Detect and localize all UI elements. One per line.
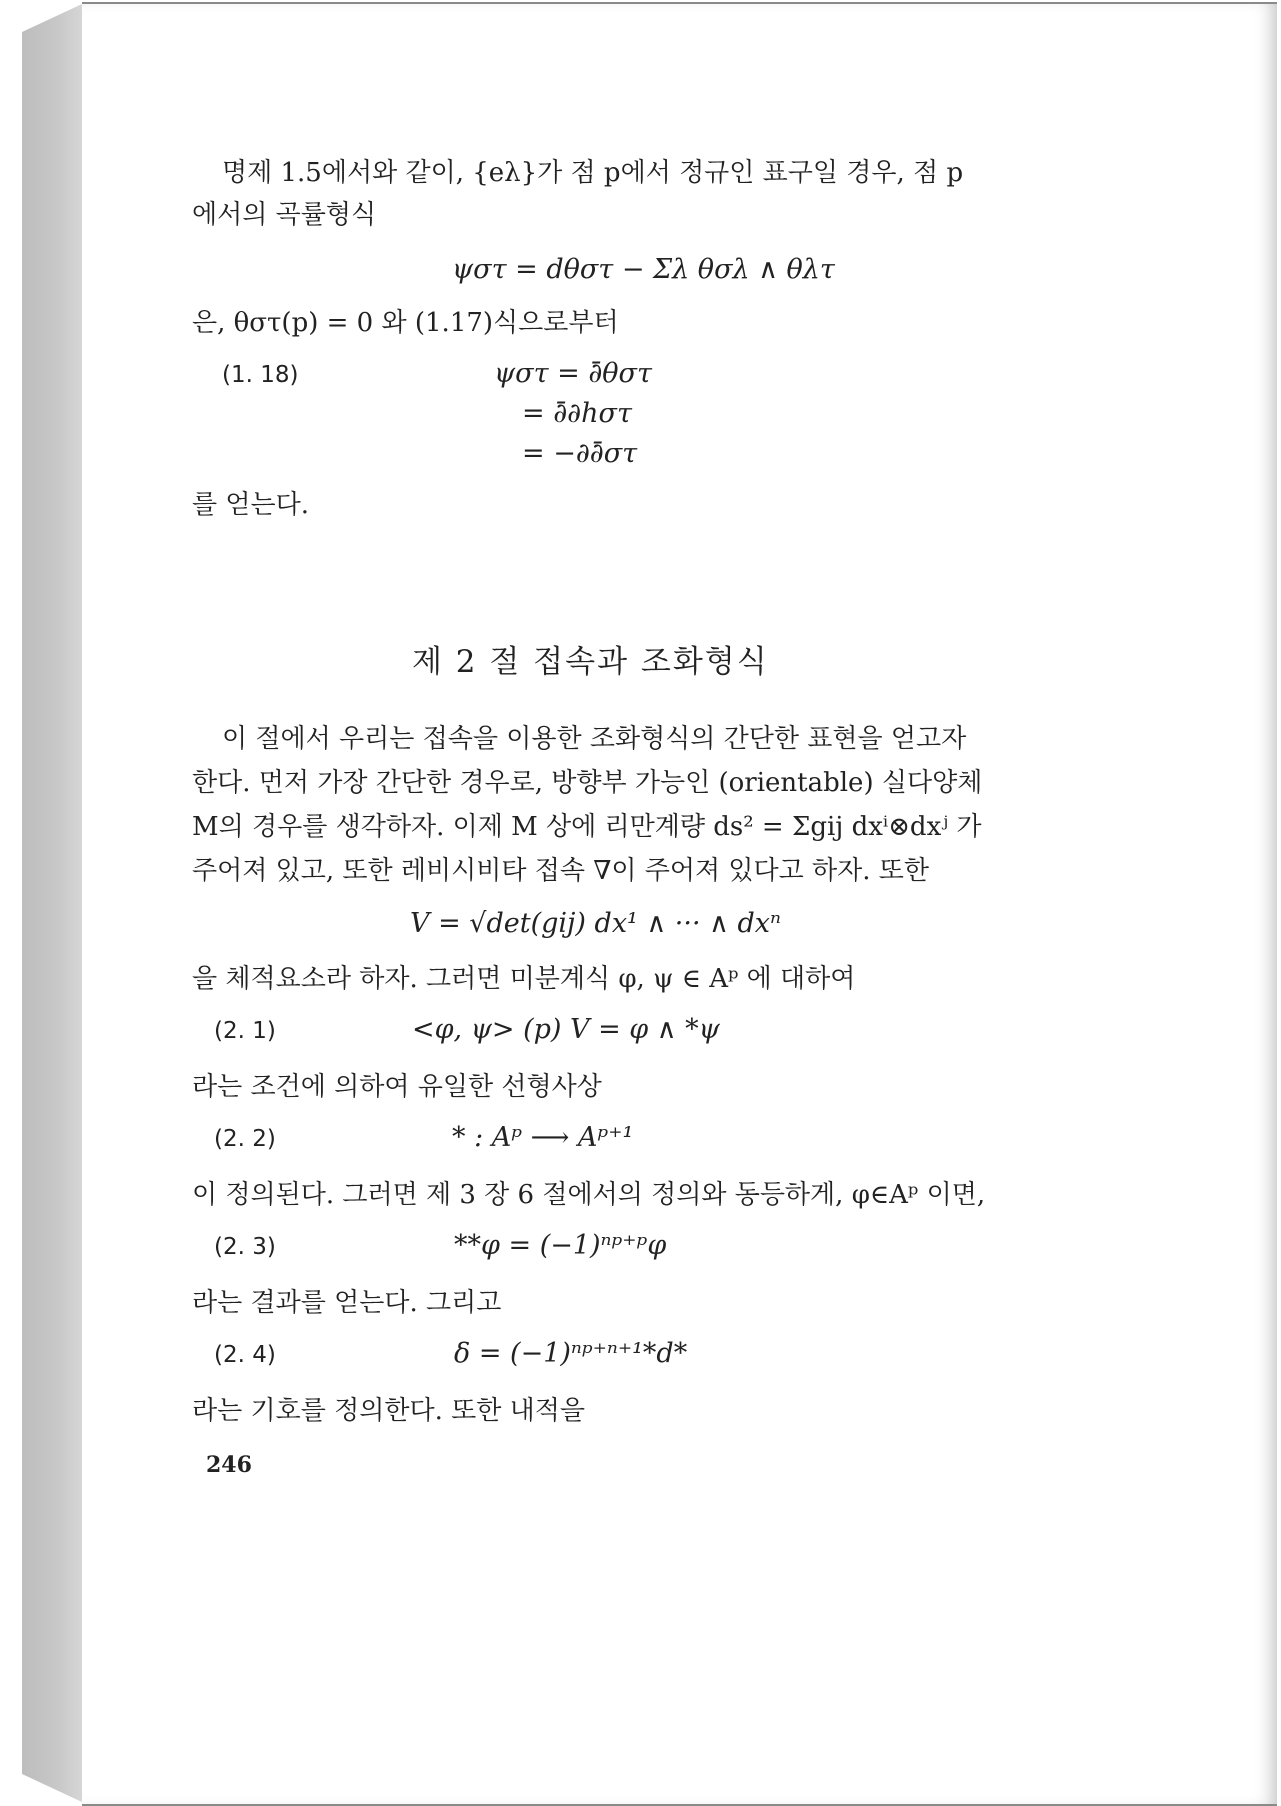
text-line: 을 체적요소라 하자. 그러면 미분계식 φ, ψ ∈ Aᵖ 에 대하여 [192, 964, 856, 994]
text-line: 주어져 있고, 또한 레비시비타 접속 ∇이 주어져 있다고 하자. 또한 [192, 856, 929, 886]
text-line: 한다. 먼저 가장 간단한 경우로, 방향부 가능인 (orientable) 실다양체 [192, 768, 983, 798]
equation-volume-element: V = √det(gij) dx¹ ∧ ··· ∧ dxⁿ [410, 908, 781, 939]
equation-number: (2. 1) [214, 1018, 276, 1044]
equation-number: (2. 2) [214, 1126, 276, 1152]
equation-2-3: **φ = (−1)ⁿᵖ⁺ᵖφ [454, 1230, 667, 1261]
equation-curvature-form: ψστ = dθστ − Σλ θσλ ∧ θλτ [452, 254, 835, 285]
text-line: 명제 1.5에서와 같이, {eλ}가 점 p에서 정규인 표구일 경우, 점 p [222, 158, 964, 188]
text-line: 이 정의된다. 그러면 제 3 장 6 절에서의 정의와 동등하게, φ∈Aᵖ 이면, [192, 1180, 986, 1210]
text-line: 라는 결과를 얻는다. 그리고 [192, 1288, 502, 1318]
text-line: 를 얻는다. [192, 490, 309, 520]
text-line: 은, θστ(p) = 0 와 (1.17)식으로부터 [192, 308, 619, 338]
equation-1-18-line: ψστ = ∂̄θστ [494, 358, 652, 389]
equation-number: (2. 4) [214, 1342, 276, 1368]
equation-1-18-line: = ∂̄∂hστ [522, 398, 632, 429]
equation-2-2: * : Aᵖ ⟶ Aᵖ⁺¹ [452, 1122, 634, 1153]
text-line: M의 경우를 생각하자. 이제 M 상에 리만계량 ds² = Σgij dxⁱ⊗dxʲ 가 [192, 812, 982, 842]
text-line: 라는 조건에 의하여 유일한 선형사상 [192, 1072, 602, 1102]
equation-number: (1. 18) [222, 362, 299, 388]
text-line: 이 절에서 우리는 접속을 이용한 조화형식의 간단한 표현을 얻고자 [222, 724, 967, 754]
text-line: 에서의 곡률형식 [192, 200, 377, 230]
equation-2-1: <φ, ψ> (p) V = φ ∧ *ψ [412, 1014, 720, 1045]
page-number: 246 [206, 1452, 252, 1478]
equation-number: (2. 3) [214, 1234, 276, 1260]
book-page [82, 2, 1277, 1806]
book-spine-edge [22, 4, 82, 1802]
equation-2-4: δ = (−1)ⁿᵖ⁺ⁿ⁺¹*d* [454, 1338, 688, 1369]
section-heading: 제 2 절 접속과 조화형식 [412, 644, 769, 680]
equation-1-18-line: = −∂∂̄στ [522, 438, 638, 469]
text-line: 라는 기호를 정의한다. 또한 내적을 [192, 1396, 585, 1426]
